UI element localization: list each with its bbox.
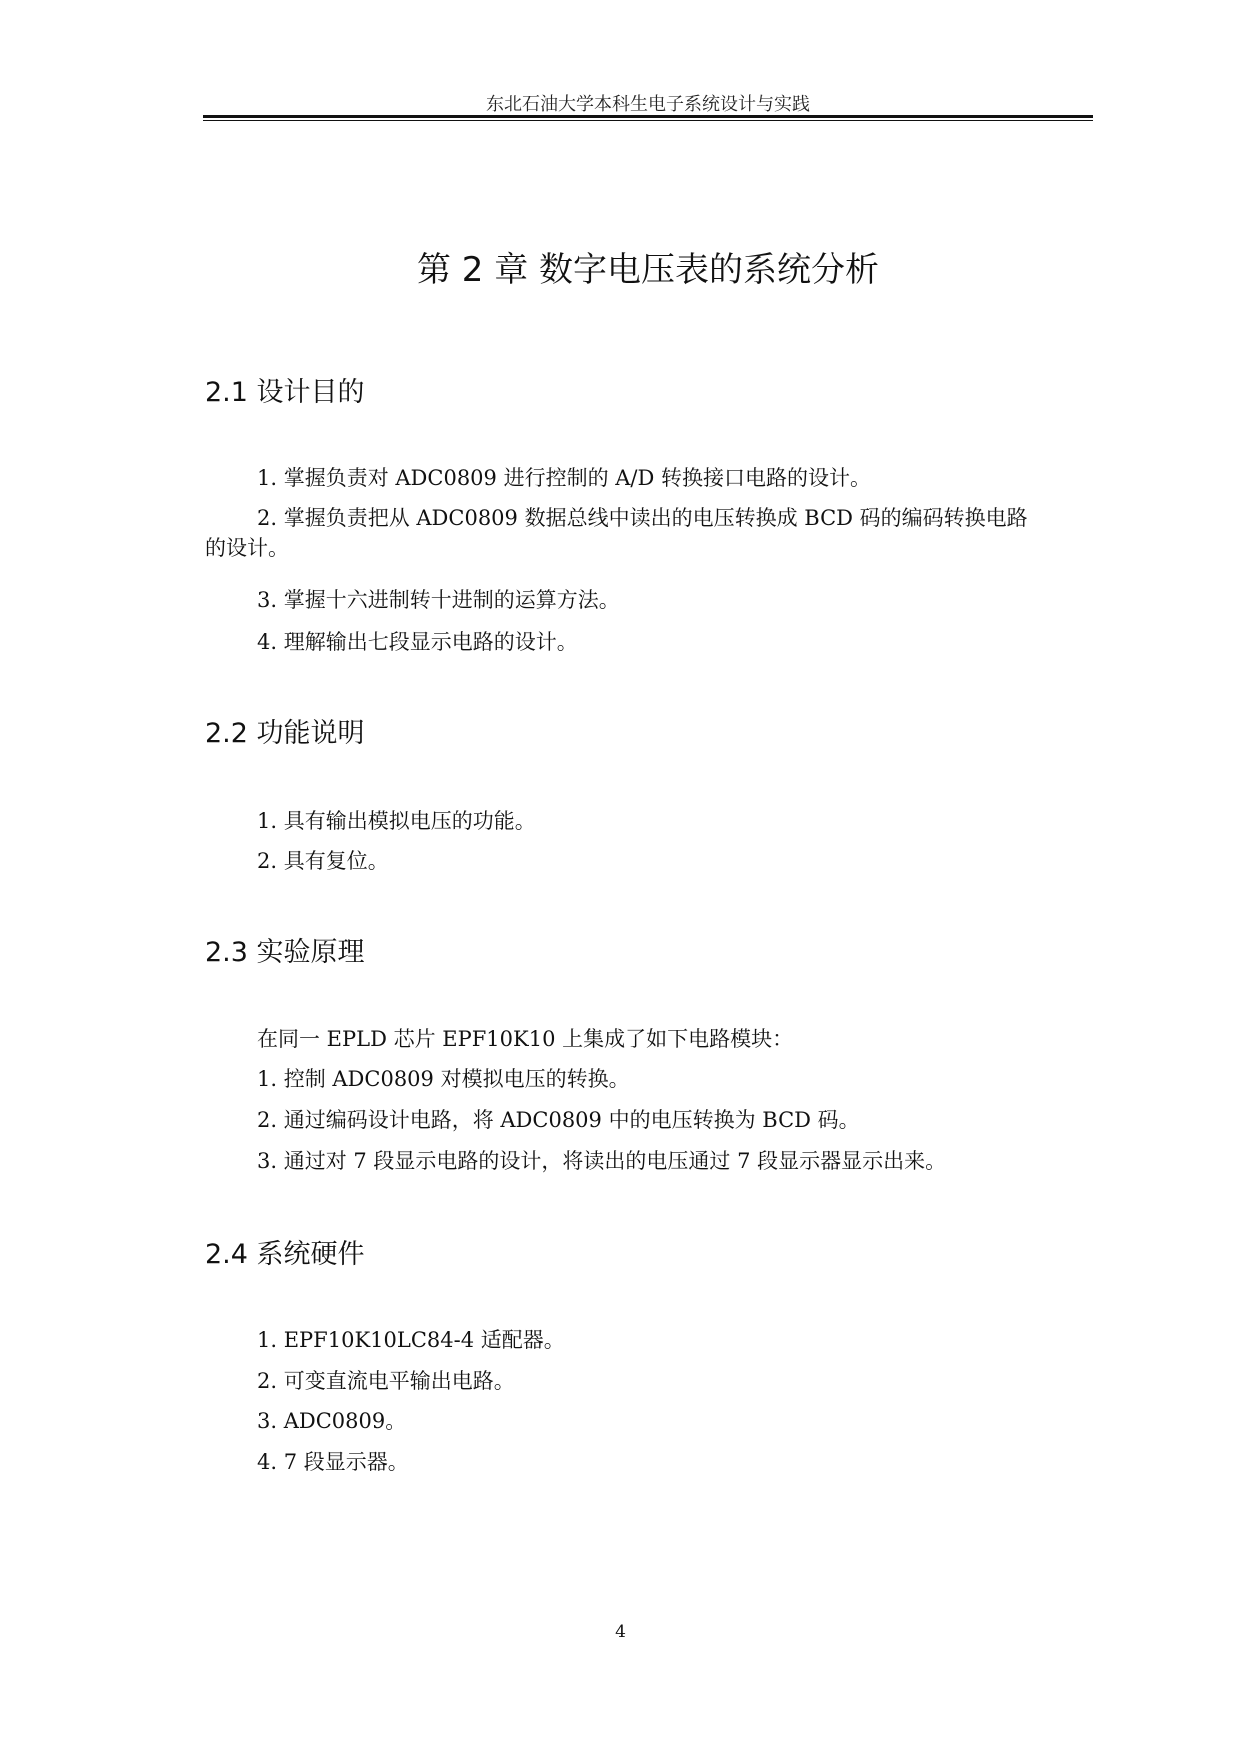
list-item: 1. 掌握负责对 ADC0809 进行控制的 A/D 转换接口电路的设计。 — [257, 466, 872, 490]
list-item: 2. 具有复位。 — [257, 849, 389, 873]
list-item: 4. 7 段显示器。 — [257, 1450, 409, 1474]
list-item: 3. 通过对 7 段显示电路的设计，将读出的电压通过 7 段显示器显示出来。 — [257, 1149, 947, 1173]
section-heading-2-3: 2.3 实验原理 — [205, 937, 365, 968]
running-header: 东北石油大学本科生电子系统设计与实践 — [486, 94, 810, 115]
list-item: 3. 掌握十六进制转十进制的运算方法。 — [257, 588, 620, 612]
header-rule — [203, 115, 1093, 121]
list-item: 1. 控制 ADC0809 对模拟电压的转换。 — [257, 1067, 630, 1091]
list-item: 3. ADC0809。 — [257, 1409, 407, 1433]
section-heading-2-4: 2.4 系统硬件 — [205, 1239, 365, 1270]
list-item: 4. 理解输出七段显示电路的设计。 — [257, 630, 578, 654]
section-intro: 在同一 EPLD 芯片 EPF10K10 上集成了如下电路模块： — [257, 1027, 794, 1051]
list-item: 2. 可变直流电平输出电路。 — [257, 1369, 515, 1393]
page-number: 4 — [615, 1622, 626, 1642]
list-item: 2. 通过编码设计电路，将 ADC0809 中的电压转换为 BCD 码。 — [257, 1108, 860, 1132]
section-heading-2-1: 2.1 设计目的 — [205, 377, 365, 408]
list-item: 1. 具有输出模拟电压的功能。 — [257, 809, 536, 833]
section-heading-2-2: 2.2 功能说明 — [205, 718, 365, 749]
list-item: 2. 掌握负责把从 ADC0809 数据总线中读出的电压转换成 BCD 码的编码转换电路的设计。 — [205, 506, 1028, 560]
chapter-title: 第 2 章 数字电压表的系统分析 — [416, 250, 880, 290]
list-item: 1. EPF10K10LC84-4 适配器。 — [257, 1328, 565, 1352]
